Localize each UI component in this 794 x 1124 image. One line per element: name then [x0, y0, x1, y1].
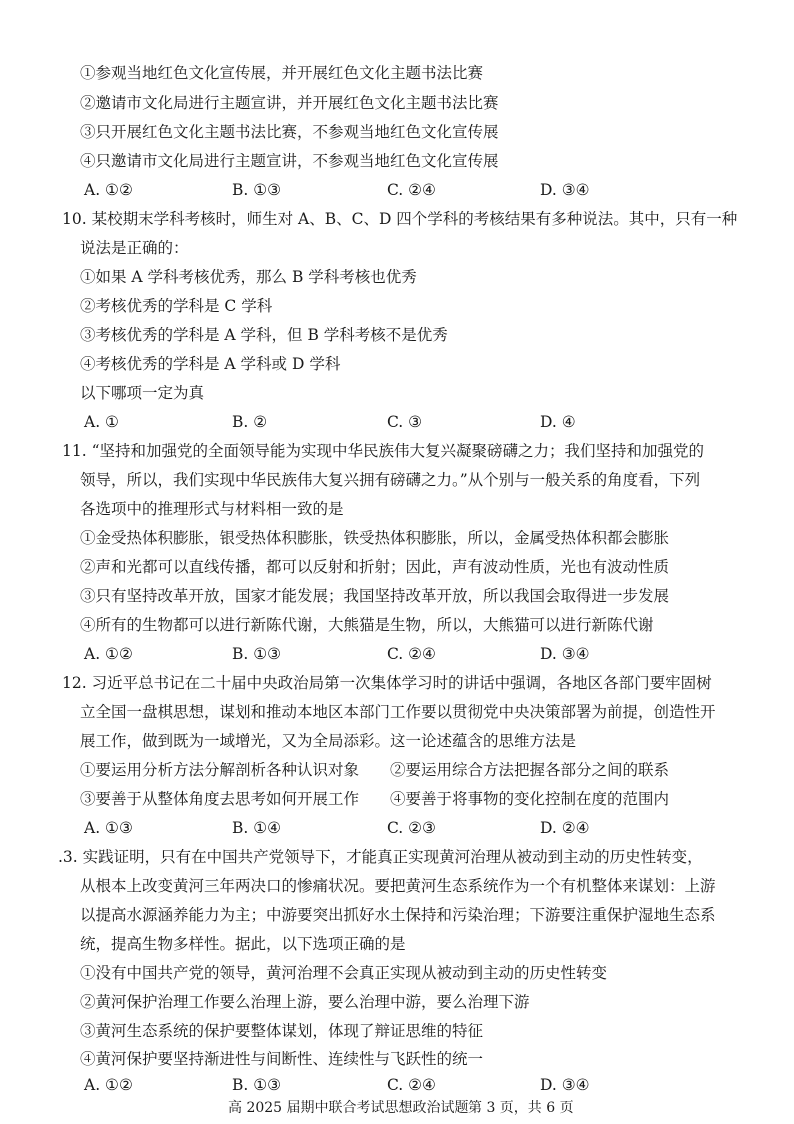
q11-stem-line-1: 11. “坚持和加强党的全面领导能为实现中华民族伟大复兴凝聚磅礴之力；我们坚持和加强党的 — [62, 442, 705, 460]
q11-stem-line-3: 各选项中的推理形式与材料相一致的是 — [80, 500, 344, 518]
q10-stem-line-1: 10. 某校期末学科考核时，师生对 A、B、C、D 四个学科的考核结果有多种说法。其中，只有一种 — [62, 210, 738, 228]
q10-option-a: A. ① — [84, 413, 119, 431]
q10-stem-line-2: 说法是正确的： — [80, 239, 189, 257]
q11-option-b: B. ①③ — [232, 645, 282, 663]
q12-item-1: ①要运用分析方法分解剖析各种认识对象 — [80, 761, 360, 779]
q11-option-d: D. ③④ — [540, 645, 590, 663]
q12-item-4: ④要善于将事物的变化控制在度的范围内 — [390, 790, 670, 808]
q12-option-d: D. ②④ — [540, 819, 590, 837]
q11-stem-line-2: 领导，所以，我们实现中华民族伟大复兴拥有磅礴之力。”从个别与一般关系的角度看，下列 — [80, 471, 701, 489]
footer-page-number: 第 3 页，共 6 页 — [468, 1100, 574, 1116]
q12-item-2: ②要运用综合方法把握各部分之间的联系 — [390, 761, 670, 779]
q11-option-c: C. ②④ — [387, 645, 436, 663]
q9-option-c: C. ②④ — [387, 181, 436, 199]
q12-stem-line-2: 立全国一盘棋思想，谋划和推动本地区本部门工作要以贯彻党中央决策部署为前提，创造性开 — [80, 703, 716, 721]
q13-option-b: B. ①③ — [232, 1076, 282, 1094]
q11-item-4: ④所有的生物都可以进行新陈代谢，大熊猫是生物，所以，大熊猫可以进行新陈代谢 — [80, 616, 654, 634]
q9-item-1: ①参观当地红色文化宣传展，并开展红色文化主题书法比赛 — [80, 64, 484, 82]
q10-item-4: ④考核优秀的学科是 A 学科或 D 学科 — [80, 355, 341, 373]
q13-item-3: ③黄河生态系统的保护要整体谋划，体现了辩证思维的特征 — [80, 1022, 484, 1040]
q12-stem-line-1: 12. 习近平总书记在二十届中央政治局第一次集体学习时的讲话中强调，各地区各部门要牢固树 — [62, 674, 712, 692]
q13-stem-line-1: .3. 实践证明，只有在中国共产党领导下，才能真正实现黄河治理从被动到主动的历史性转变， — [58, 848, 703, 866]
q13-stem-line-4: 统，提高生物多样性。据此，以下选项正确的是 — [80, 935, 406, 953]
q13-option-d: D. ③④ — [540, 1076, 590, 1094]
q10-option-c: C. ③ — [387, 413, 423, 431]
q13-item-1: ①没有中国共产党的领导，黄河治理不会真正实现从被动到主动的历史性转变 — [80, 964, 608, 982]
q13-stem-line-3: 以提高水源涵养能力为主；中游要突出抓好水土保持和污染治理；下游要注重保护湿地生态系 — [80, 906, 716, 924]
q10-option-b: B. ② — [232, 413, 268, 431]
q10-prompt: 以下哪项一定为真 — [80, 384, 205, 402]
q12-stem-line-3: 展工作，做到既为一域增光，又为全局添彩。这一论述蕴含的思维方法是 — [80, 732, 577, 750]
q10-item-3: ③考核优秀的学科是 A 学科，但 B 学科考核不是优秀 — [80, 326, 448, 344]
q9-item-3: ③只开展红色文化主题书法比赛，不参观当地红色文化宣传展 — [80, 123, 499, 141]
q9-option-b: B. ①③ — [232, 181, 282, 199]
q11-option-a: A. ①② — [84, 645, 133, 663]
q13-option-a: A. ①② — [84, 1076, 133, 1094]
q13-item-2: ②黄河保护治理工作要么治理上游，要么治理中游，要么治理下游 — [80, 993, 530, 1011]
q9-option-a: A. ①② — [84, 181, 133, 199]
q9-item-2: ②邀请市文化局进行主题宣讲，并开展红色文化主题书法比赛 — [80, 94, 499, 112]
q11-item-1: ①金受热体积膨胀，银受热体积膨胀，铁受热体积膨胀，所以，金属受热体积都会膨胀 — [80, 529, 670, 547]
q10-option-d: D. ④ — [540, 413, 576, 431]
q13-stem-line-2: 从根本上改变黄河三年两决口的惨痛状况。要把黄河生态系统作为一个有机整体来谋划：上游 — [80, 877, 716, 895]
q12-item-3: ③要善于从整体角度去思考如何开展工作 — [80, 790, 360, 808]
q12-option-a: A. ①③ — [84, 819, 133, 837]
q13-option-c: C. ②④ — [387, 1076, 436, 1094]
q11-item-2: ②声和光都可以直线传播，都可以反射和折射；因此，声有波动性质，光也有波动性质 — [80, 558, 670, 576]
q12-option-b: B. ①④ — [232, 819, 282, 837]
q12-option-c: C. ②③ — [387, 819, 436, 837]
footer-exam-title: 高 2025 届期中联合考试思想政治试题 — [228, 1100, 469, 1116]
q9-item-4: ④只邀请市文化局进行主题宣讲，不参观当地红色文化宣传展 — [80, 152, 499, 170]
q13-item-4: ④黄河保护要坚持渐进性与间断性、连续性与飞跃性的统一 — [80, 1050, 484, 1068]
q10-item-2: ②考核优秀的学科是 C 学科 — [80, 297, 273, 315]
q10-item-1: ①如果 A 学科考核优秀，那么 B 学科考核也优秀 — [80, 268, 417, 286]
q11-item-3: ③只有坚持改革开放，国家才能发展；我国坚持改革开放，所以我国会取得进一步发展 — [80, 587, 670, 605]
q9-option-d: D. ③④ — [540, 181, 590, 199]
